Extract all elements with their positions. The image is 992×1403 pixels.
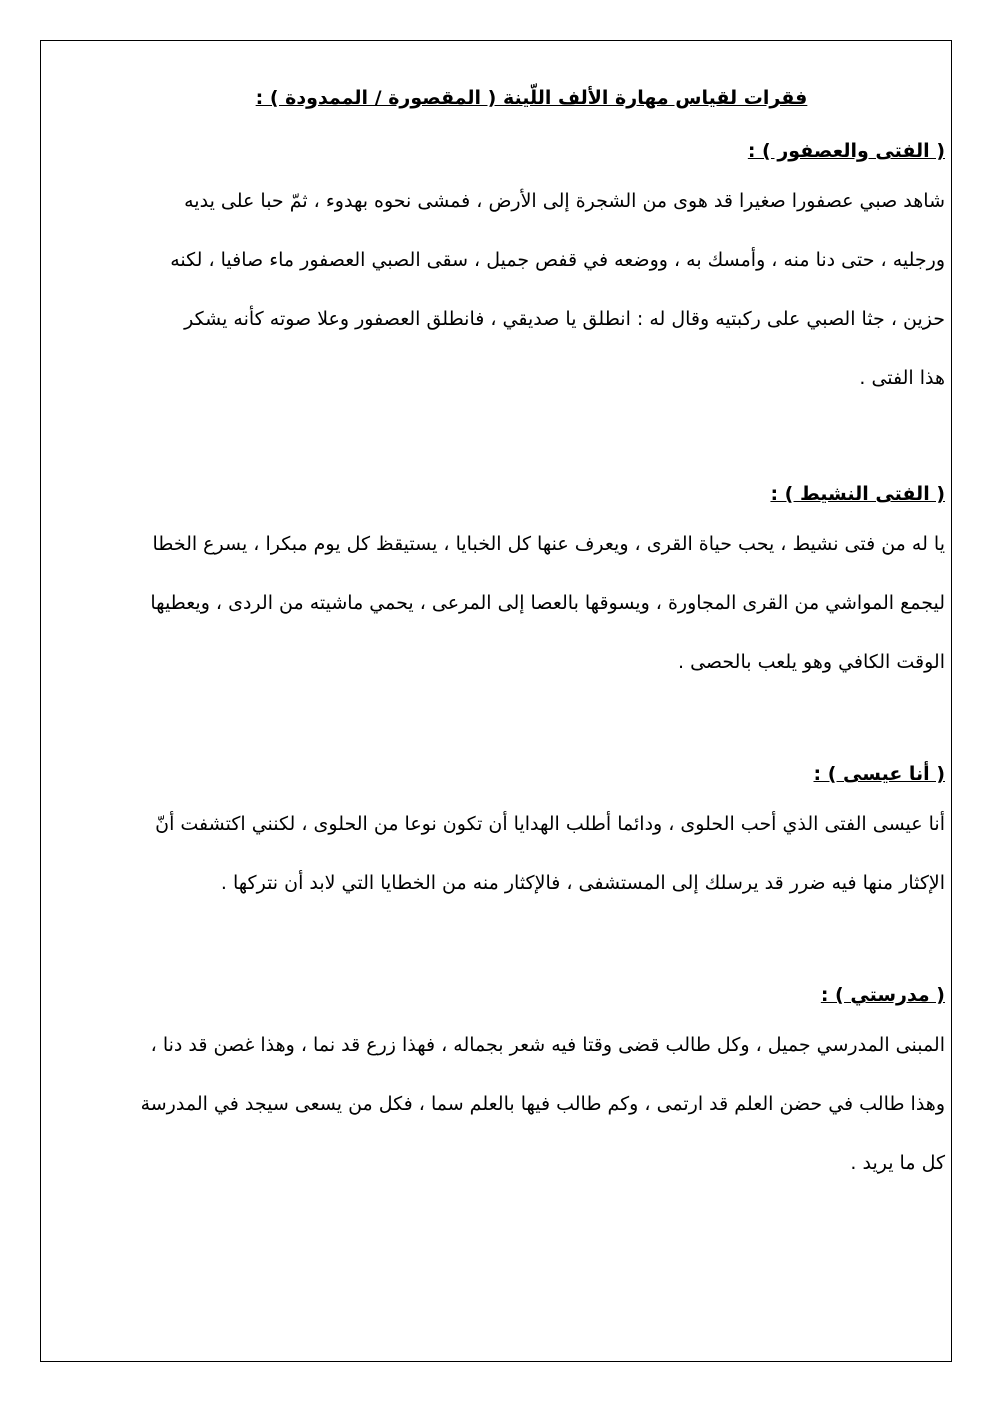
paragraph-line: شاهد صبي عصفورا صغيرا قد هوى من الشجرة إلى الأرض ، فمشى نحوه بهدوء ، ثمّ حبا على يديه xyxy=(184,190,945,212)
section-heading: ( مدرستي ) : xyxy=(820,984,945,1006)
section-heading: ( الفتى والعصفور ) : xyxy=(747,140,945,162)
paragraph-line: ليجمع المواشي من القرى المجاورة ، ويسوقها بالعصا إلى المرعى ، يحمي ماشيته من الردى ، ويعطيها xyxy=(150,592,945,614)
paragraph-line: المبنى المدرسي جميل ، وكل طالب قضى وقتا فيه شعر بجماله ، فهذا زرع قد نما ، وهذا غصن قد دنا ، xyxy=(150,1034,945,1056)
paragraph-line: هذا الفتى . xyxy=(859,367,945,389)
paragraph xyxy=(78,515,945,692)
paragraph-line: الوقت الكافي وهو يلعب بالحصى . xyxy=(678,651,945,673)
paragraph-line: أنا عيسى الفتى الذي أحب الحلوى ، ودائما أطلب الهدايا أن تكون نوعا من الحلوى ، لكنني اكتشفت أنّ xyxy=(155,813,945,835)
paragraph-line: الإكثار منها فيه ضرر قد يرسلك إلى المستشفى ، فالإكثار منه من الخطايا التي لابد أن نتركها . xyxy=(220,872,945,894)
section-active-boy xyxy=(78,475,945,692)
section-heading: ( أنا عيسى ) : xyxy=(813,763,945,785)
section-heading: ( الفتى النشيط ) : xyxy=(770,483,945,505)
section-boy-and-bird xyxy=(78,132,945,408)
page-title: فقرات لقياس مهارة الألف اللّينة ( المقصورة / الممدودة ) : xyxy=(255,87,808,109)
paragraph-line: كل ما يريد . xyxy=(850,1152,945,1174)
paragraph-line: وهذا طالب في حضن العلم قد ارتمى ، وكم طالب فيها بالعلم سما ، فكل من يسعى سيجد في المدرسة xyxy=(140,1093,945,1115)
section-my-school xyxy=(78,976,945,1193)
paragraph xyxy=(78,795,945,913)
section-i-am-issa xyxy=(78,755,945,913)
paragraph-line: يا له من فتى نشيط ، يحب حياة القرى ، ويعرف عنها كل الخبايا ، يستيقظ كل يوم مبكرا ، يسرع الخطا xyxy=(152,533,945,555)
paragraph-line: حزين ، جثا الصبي على ركبتيه وقال له : انطلق يا صديقي ، فانطلق العصفور وعلا صوته كأنه يشكر xyxy=(184,308,945,330)
paragraph xyxy=(78,1016,945,1193)
paragraph xyxy=(78,172,945,408)
paragraph-line: ورجليه ، حتى دنا منه ، وأمسك به ، ووضعه في قفص جميل ، سقى الصبي العصفور ماء صافيا ، لكنه xyxy=(170,249,945,271)
document-body xyxy=(78,80,945,1193)
